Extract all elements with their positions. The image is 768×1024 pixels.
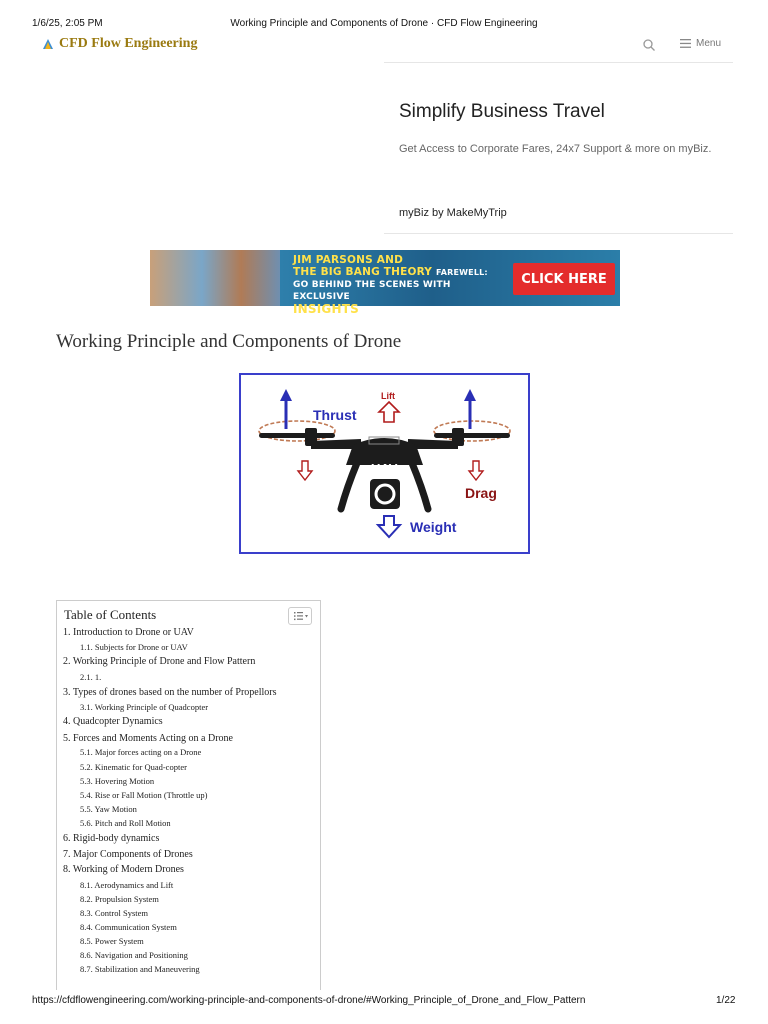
- toc-item-link[interactable]: 2. Working Principle of Drone and Flow Pattern: [63, 656, 256, 667]
- toc-subitem-link[interactable]: 5.2. Kinematic for Quad-copter: [80, 761, 187, 772]
- ad-advertiser[interactable]: myBiz by MakeMyTrip: [399, 207, 507, 219]
- banner-line-4: INSIGHTS: [293, 302, 359, 316]
- toc-item-link[interactable]: 3. Types of drones based on the number of Propellors: [63, 687, 277, 698]
- drone-illustration: [241, 375, 528, 552]
- drone-forces-diagram: [239, 373, 530, 554]
- thrust-label: Thrust: [313, 407, 357, 423]
- toc-item-link[interactable]: 8. Working of Modern Drones: [63, 864, 184, 875]
- toc-item-link[interactable]: 4. Quadcopter Dynamics: [63, 716, 163, 727]
- toc-subitem-link[interactable]: 8.6. Navigation and Positioning: [80, 950, 188, 960]
- sponsored-ad[interactable]: [384, 62, 733, 234]
- banner-cast-photo: [150, 250, 280, 306]
- promo-banner[interactable]: [150, 250, 620, 316]
- menu-button[interactable]: [680, 38, 721, 49]
- toc-item-link[interactable]: 6. Rigid-body dynamics: [63, 832, 160, 844]
- toc-subitem-link[interactable]: 8.2. Propulsion System: [80, 893, 159, 904]
- toc-subitem-link[interactable]: 5.4. Rise or Fall Motion (Throttle up): [80, 790, 208, 800]
- lift-label: Lift: [381, 391, 395, 401]
- search-icon[interactable]: [642, 38, 656, 52]
- print-page-number: 1/22: [716, 995, 736, 1006]
- toc-subitem-link[interactable]: 5.3. Hovering Motion: [80, 775, 155, 786]
- banner-line-2: THE BIG BANG THEORY: [293, 266, 433, 278]
- list-toggle-icon: [289, 608, 311, 624]
- ad-description: Get Access to Corporate Fares, 24x7 Support & more on myBiz.: [399, 143, 712, 155]
- weight-label: Weight: [410, 519, 457, 535]
- toc-item-link[interactable]: 1. Introduction to Drone or UAV: [63, 627, 194, 638]
- banner-line-2b: FAREWELL:: [435, 268, 488, 277]
- ad-title[interactable]: Simplify Business Travel: [399, 101, 605, 122]
- print-url: https://cfdflowengineering.com/working-principle-and-components-of-drone/#Working_Principle_of_Drone_and_Flow_Pattern: [32, 995, 586, 1006]
- toc-subitem-link[interactable]: 5.5. Yaw Motion: [80, 804, 137, 814]
- toc-subitem-link[interactable]: 1.1. Subjects for Drone or UAV: [80, 641, 188, 652]
- banner-line-3: GO BEHIND THE SCENES WITH EXCLUSIVE: [293, 280, 451, 302]
- toc-subitem-link[interactable]: 8.1. Aerodynamics and Lift: [80, 879, 174, 890]
- toc-subitem-link[interactable]: 5.1. Major forces acting on a Drone: [80, 747, 202, 757]
- toc-subitem-link[interactable]: 8.5. Power System: [80, 935, 144, 946]
- logo-icon: [42, 38, 54, 50]
- toc-subitem-link[interactable]: 8.7. Stabilization and Maneuvering: [80, 964, 200, 974]
- toc-toggle-button[interactable]: [288, 607, 312, 625]
- toc-subitem-link[interactable]: 5.6. Pitch and Roll Motion: [80, 818, 171, 828]
- banner-headline: [293, 254, 508, 317]
- drag-label: Drag: [465, 485, 497, 501]
- banner-line-1: JIM PARSONS AND: [293, 254, 403, 266]
- toc-item-link[interactable]: 7. Major Components of Drones: [63, 849, 193, 860]
- print-datetime: 1/6/25, 2:05 PM: [32, 18, 103, 29]
- page-title: Working Principle and Components of Drone: [56, 331, 402, 352]
- banner-line-4b: FROM THE STAR HIMSELF!: [362, 306, 493, 316]
- toc-header: Table of Contents: [64, 607, 157, 622]
- site-brand[interactable]: [42, 36, 197, 52]
- toc-subitem-link[interactable]: 8.4. Communication System: [80, 921, 177, 932]
- uav-label: UAV: [371, 461, 398, 476]
- click-here-button[interactable]: CLICK HERE: [513, 263, 615, 295]
- menu-label: Menu: [696, 38, 722, 49]
- hamburger-icon: [680, 39, 691, 48]
- print-page-title: Working Principle and Components of Drone · CFD Flow Engineering: [230, 18, 538, 29]
- toc-item-link[interactable]: 5. Forces and Moments Acting on a Drone: [63, 733, 233, 744]
- toc-subitem-link[interactable]: 3.1. Working Principle of Quadcopter: [80, 701, 209, 712]
- toc-subitem-link[interactable]: 2.1. 1.: [80, 672, 102, 682]
- toc-subitem-link[interactable]: 8.3. Control System: [80, 907, 149, 918]
- brand-name: CFD Flow Engineering: [59, 36, 198, 51]
- table-of-contents: [56, 600, 321, 990]
